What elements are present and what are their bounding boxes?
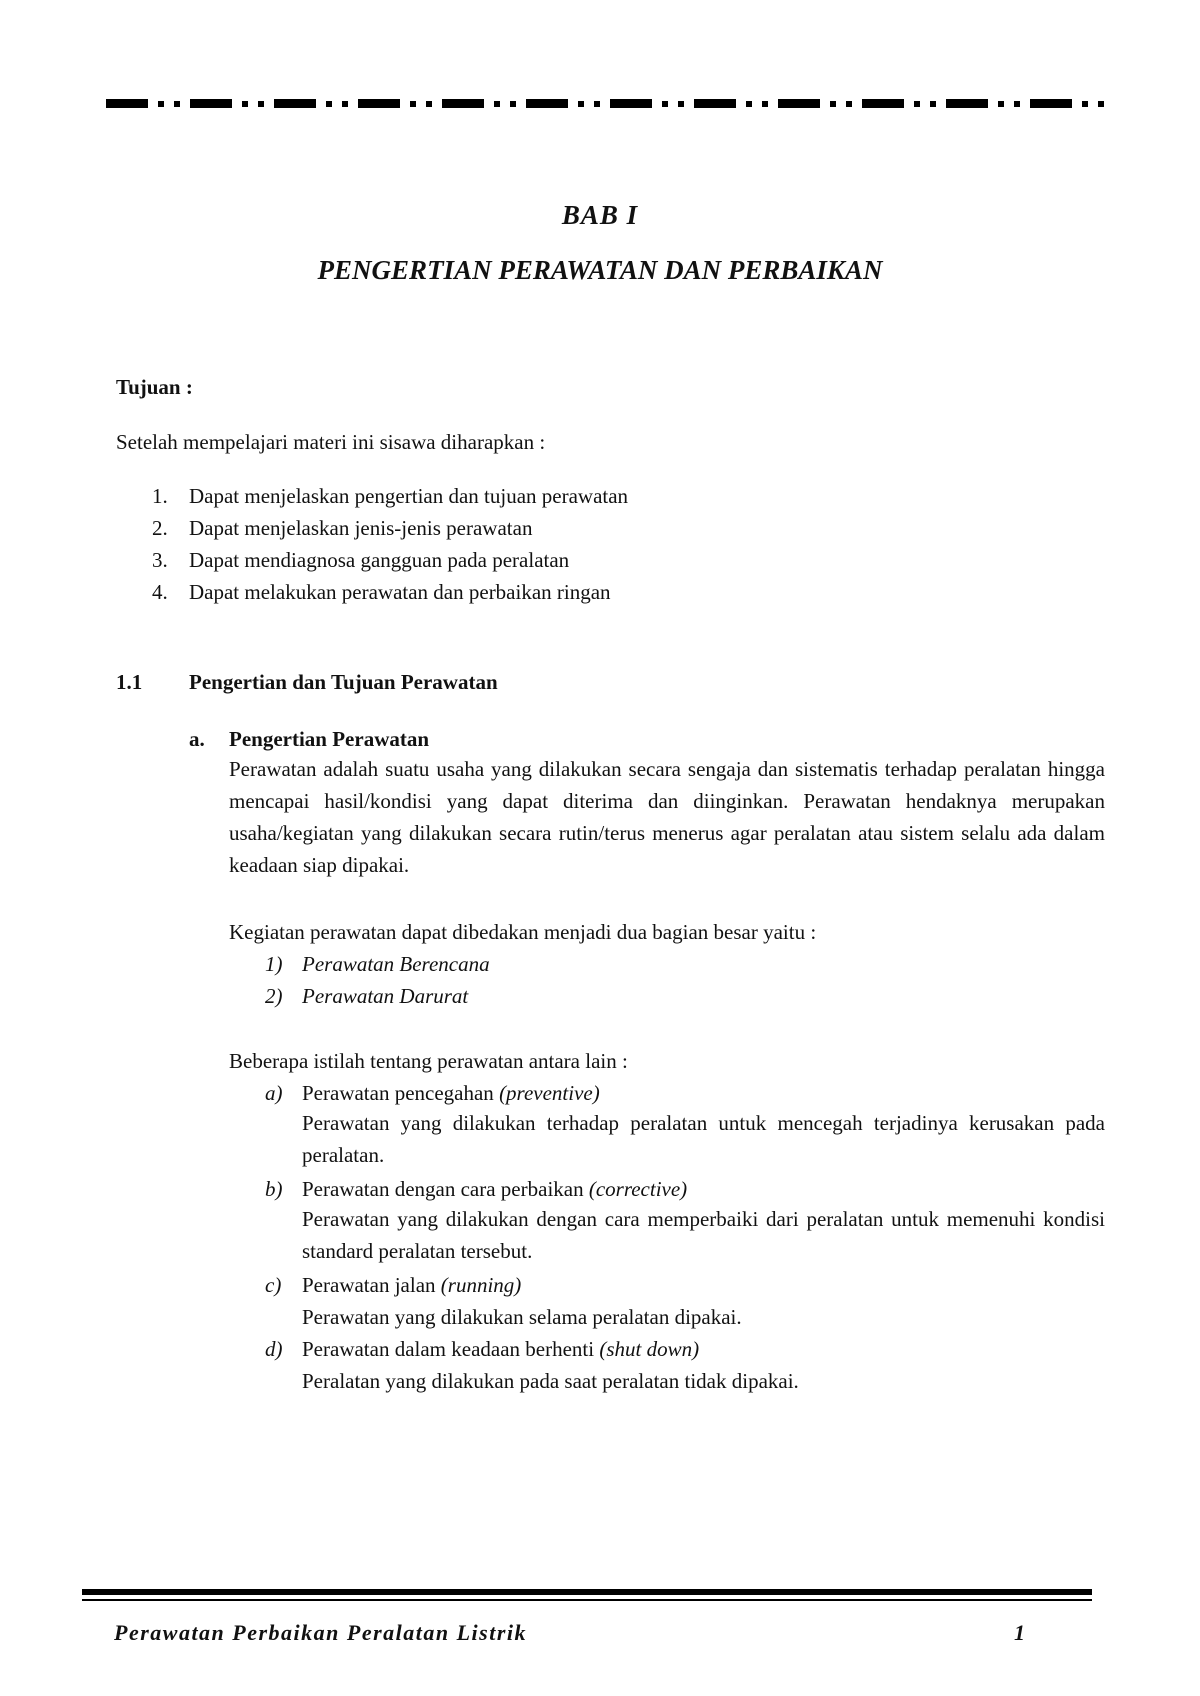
term-name: Perawatan dengan cara perbaikan — [302, 1177, 589, 1201]
term-letter: c) — [265, 1273, 282, 1297]
term-description: Perawatan yang dilakukan dengan cara memperbaiki dari peralatan untuk memenuhi kondisi standard peralatan tersebut. — [302, 1207, 1105, 1263]
term-name: Perawatan dalam keadaan berhenti — [302, 1337, 600, 1361]
list-item: Dapat melakukan perawatan dan perbaikan ringan — [189, 580, 611, 604]
footer-rule-thick — [82, 1589, 1092, 1595]
terms-intro: Beberapa istilah tentang perawatan antara lain : — [229, 1049, 628, 1073]
list-item-number: 4. — [152, 580, 168, 604]
term-heading — [302, 1175, 687, 1203]
term-english: (corrective) — [588, 1177, 688, 1201]
term-letter: a) — [265, 1081, 283, 1105]
term-description: Peralatan yang dilakukan pada saat peralatan tidak dipakai. — [302, 1369, 799, 1393]
header-dash-dot-rule — [106, 96, 1114, 110]
term-letter: b) — [265, 1177, 283, 1201]
list-item-number: 2. — [152, 516, 168, 540]
objectives-heading: Tujuan : — [116, 375, 193, 399]
list-item-number: 3. — [152, 548, 168, 572]
types-item: Perawatan Berencana — [302, 952, 490, 976]
definition-paragraph: Perawatan adalah suatu usaha yang dilakukan secara sengaja dan sistematis terhadap peralatan hingga mencapai hasil/kondisi yang dapat diterima dan diinginkan. Perawatan hendaknya merupakan usaha/kegiatan yang dilakukan secara rutin/terus menerus agar peralatan atau sistem selalu ada dalam keadaan siap dipakai. — [229, 757, 1105, 877]
term-english: (shut down) — [599, 1337, 700, 1361]
term-name: Perawatan pencegahan — [302, 1081, 500, 1105]
objectives-intro: Setelah mempelajari materi ini sisawa diharapkan : — [116, 430, 546, 454]
chapter-label: BAB I — [561, 200, 639, 230]
page-number: 1 — [1014, 1620, 1025, 1645]
list-item: Dapat menjelaskan pengertian dan tujuan perawatan — [189, 484, 629, 508]
term-name: Perawatan jalan — [302, 1273, 441, 1297]
chapter-title: PENGERTIAN PERAWATAN DAN PERBAIKAN — [317, 255, 883, 285]
subsection-letter: a. — [189, 727, 205, 751]
term-description: Perawatan yang dilakukan selama peralatan dipakai. — [302, 1305, 742, 1329]
footer-rule-thin — [82, 1599, 1092, 1601]
section-title: Pengertian dan Tujuan Perawatan — [189, 670, 498, 694]
types-item: Perawatan Darurat — [302, 984, 469, 1008]
list-item: Dapat mendiagnosa gangguan pada peralatan — [189, 548, 570, 572]
term-heading — [302, 1335, 699, 1363]
subsection-title: Pengertian Perawatan — [229, 727, 430, 751]
term-description: Perawatan yang dilakukan terhadap peralatan untuk mencegah terjadinya kerusakan pada peralatan. — [302, 1111, 1105, 1167]
term-heading — [302, 1271, 521, 1299]
term-heading — [302, 1079, 600, 1107]
term-letter: d) — [265, 1337, 283, 1361]
list-item: Dapat menjelaskan jenis-jenis perawatan — [189, 516, 533, 540]
term-english: (preventive) — [499, 1081, 600, 1105]
types-intro: Kegiatan perawatan dapat dibedakan menjadi dua bagian besar yaitu : — [229, 920, 817, 944]
term-english: (running) — [440, 1273, 522, 1297]
types-item-number: 1) — [265, 952, 283, 976]
footer-title: Perawatan Perbaikan Peralatan Listrik — [114, 1620, 528, 1645]
list-item-number: 1. — [152, 484, 168, 508]
section-number: 1.1 — [116, 670, 143, 694]
types-item-number: 2) — [265, 984, 283, 1008]
